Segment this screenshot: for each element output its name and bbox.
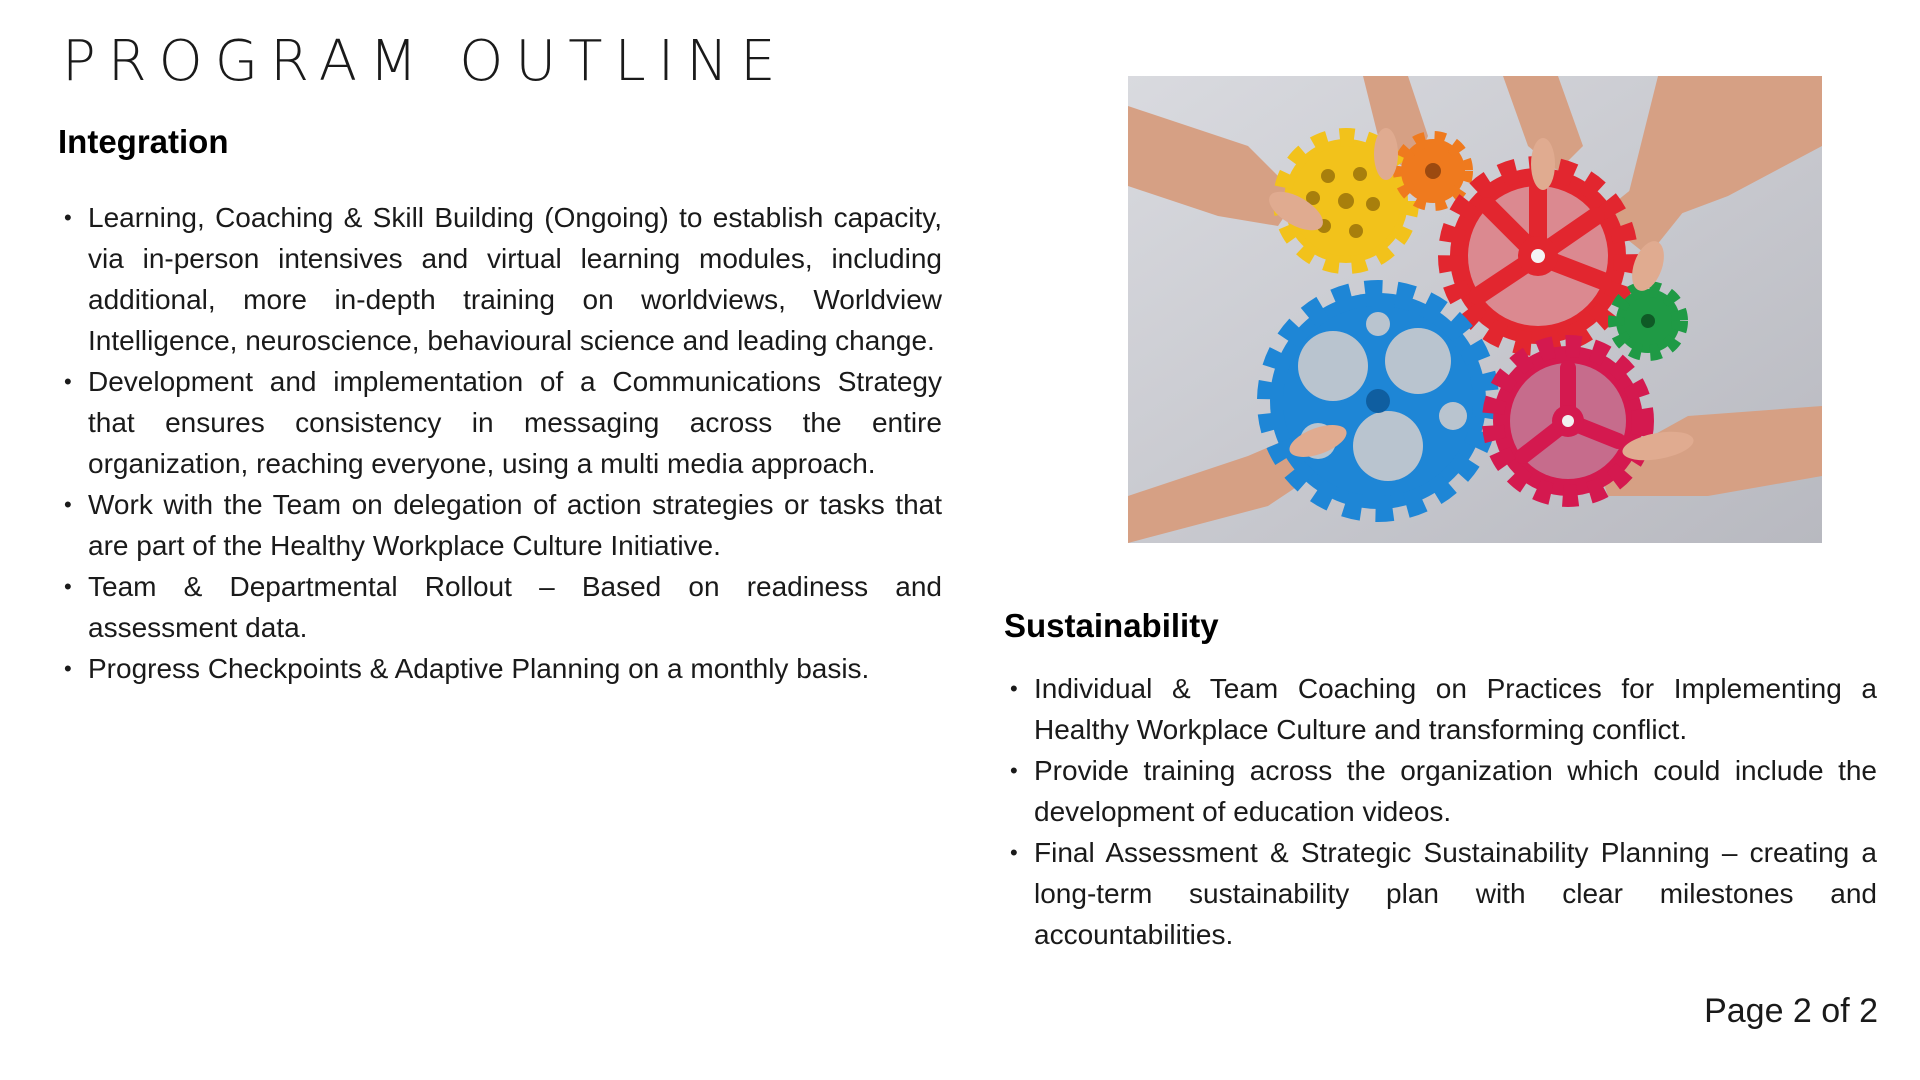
page-number: Page 2 of 2: [1704, 992, 1878, 1030]
gears-hands-image: [1128, 76, 1822, 543]
list-item: • Final Assessment & Strategic Sustainability Planning – creating a long-term sustainability plan with clear milestones and accountabilities.: [1004, 832, 1877, 955]
green-gear-icon: [1616, 289, 1680, 353]
list-item: • Development and implementation of a Communications Strategy that ensures consistency in messaging across the entire organization, reaching everyone, using a multi media approach.: [58, 361, 942, 484]
sustainability-list: [1004, 668, 1877, 955]
blue-gear-icon: [1270, 293, 1486, 509]
red-gear-icon: [1450, 168, 1626, 344]
sustainability-section: [1004, 606, 1877, 955]
integration-section: [58, 122, 942, 689]
integration-list: [58, 197, 942, 689]
list-item: • Provide training across the organization which could include the development of education videos.: [1004, 750, 1877, 832]
list-item: • Team & Departmental Rollout – Based on readiness and assessment data.: [58, 566, 942, 648]
list-item: • Progress Checkpoints & Adaptive Planning on a monthly basis.: [58, 648, 942, 689]
orange-gear-icon: [1401, 139, 1465, 203]
integration-heading: Integration: [58, 123, 229, 160]
list-item: • Work with the Team on delegation of action strategies or tasks that are part of the Healthy Workplace Culture Initiative.: [58, 484, 942, 566]
page-title: PROGRAM OUTLINE: [62, 29, 788, 94]
list-item: • Learning, Coaching & Skill Building (Ongoing) to establish capacity, via in-person intensives and virtual learning modules, including additional, more in-depth training on worldviews, Worldview Intelligence, neuroscience, behavioural science and leading change.: [58, 197, 942, 361]
sustainability-heading: Sustainability: [1004, 607, 1219, 644]
magenta-gear-icon: [1493, 346, 1643, 496]
list-item: • Individual & Team Coaching on Practices for Implementing a Healthy Workplace Culture and transforming conflict.: [1004, 668, 1877, 750]
